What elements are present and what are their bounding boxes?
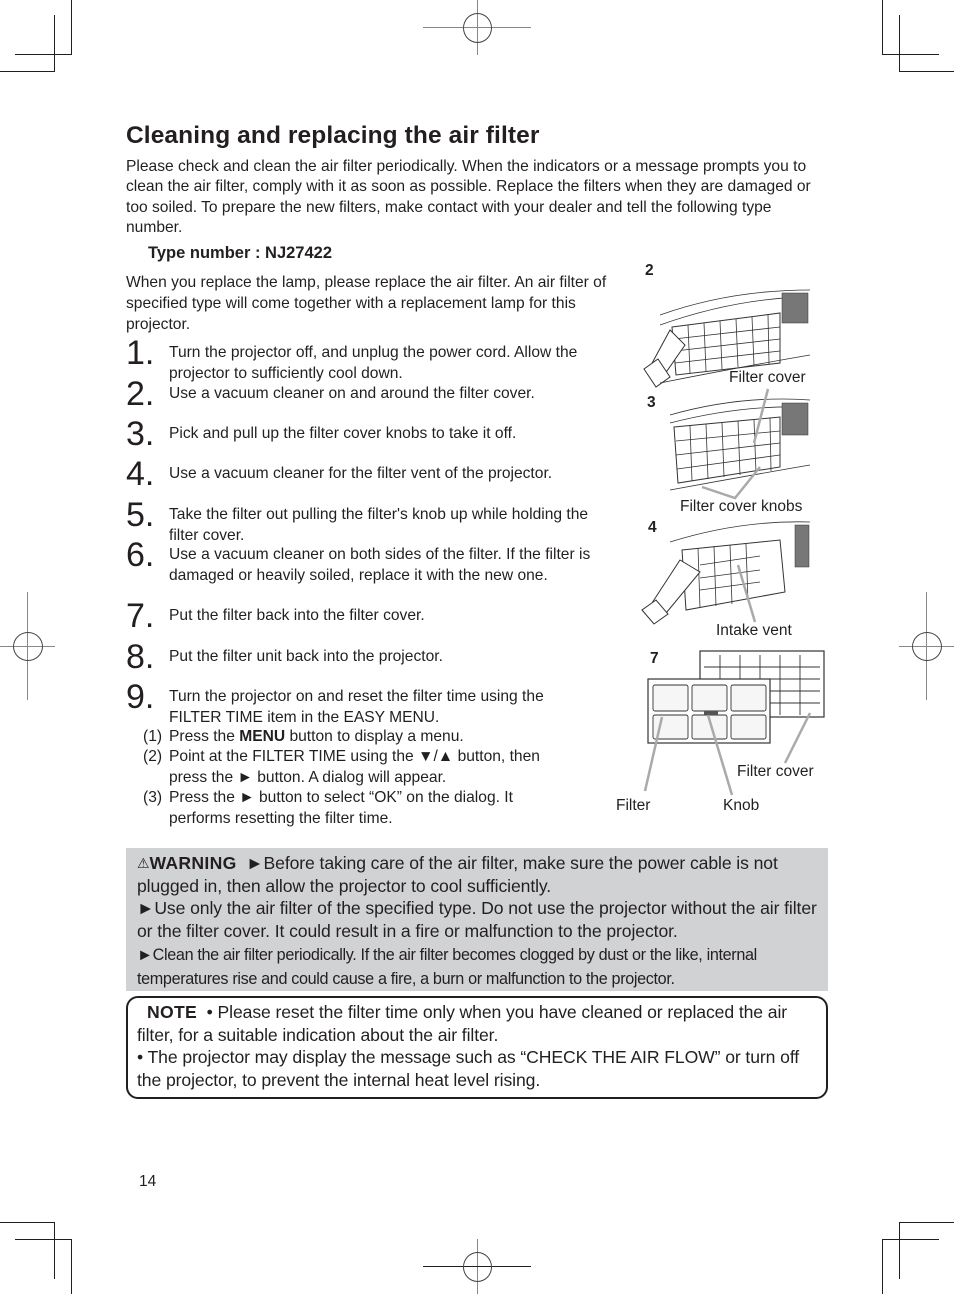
- figure-7-caption-knob: Knob: [723, 797, 760, 814]
- crop-mark: [15, 54, 72, 55]
- crop-mark: [882, 1239, 883, 1294]
- note-item-1: • Please reset the filter time only when you have cleaned or replaced the air filter, for a suitable indication about the air filter.: [137, 1002, 788, 1045]
- crop-mark: [899, 1222, 954, 1223]
- arrow-bullet-icon: ►: [246, 853, 264, 873]
- crop-mark: [882, 1239, 939, 1240]
- page-title: Cleaning and replacing the air filter: [126, 122, 540, 149]
- step-number: 4.: [126, 455, 155, 493]
- step-text: Put the filter unit back into the projector.: [169, 648, 443, 665]
- crop-mark: [71, 0, 72, 55]
- step-number: 3.: [126, 415, 155, 453]
- crop-mark: [15, 1239, 72, 1240]
- substep-3: (3) Press the ► button to select “OK” on the dialog. It performs resetting the filter time.: [143, 789, 513, 827]
- substep-1: (1) Press the MENU button to display a menu.: [143, 728, 464, 745]
- step-text: Turn the projector on and reset the filter time using the FILTER TIME item in the EASY MENU.: [169, 688, 544, 726]
- warning-item-1: Before taking care of the air filter, make sure the power cable is not plugged in, then allow the projector to cool sufficiently.: [137, 853, 778, 896]
- figure-2-label: 2: [645, 262, 654, 279]
- type-number: Type number : NJ27422: [148, 244, 333, 262]
- step-number: 1.: [126, 334, 155, 372]
- step-text: Put the filter back into the filter cover.: [169, 607, 425, 624]
- step-number: 2.: [126, 375, 155, 413]
- crop-mark: [54, 1222, 55, 1279]
- menu-button-label: MENU: [239, 728, 286, 745]
- crop-mark: [899, 1222, 900, 1279]
- warning-box: [126, 848, 828, 991]
- crop-mark: [71, 1239, 72, 1294]
- step-number: 9.: [126, 678, 155, 716]
- step-number: 8.: [126, 638, 155, 676]
- figure-2-caption: Filter cover: [729, 369, 806, 386]
- figure-3-caption: Filter cover knobs: [680, 498, 803, 515]
- crop-mark: [882, 0, 883, 55]
- crop-mark: [0, 71, 55, 72]
- figure-7-label: 7: [650, 650, 659, 667]
- registration-circle: [13, 632, 43, 661]
- figure-4-label: 4: [648, 519, 657, 536]
- substep-2: (2) Point at the FILTER TIME using the ▼/▲ button, then press the ► button. A dialog will appear.: [143, 748, 540, 786]
- figure-4-caption: Intake vent: [716, 622, 792, 639]
- figure-7-caption-filter: Filter: [616, 797, 651, 814]
- page-number: 14: [139, 1173, 157, 1190]
- note-box: [126, 996, 828, 1099]
- step-text: Use a vacuum cleaner on both sides of the filter. If the filter is damaged or heavily soiled, replace it with the new one.: [169, 546, 591, 584]
- intro-paragraph: Please check and clean the air filter periodically. When the indicators or a message prompts you to clean the air filter, comply with it as soon as possible. Replace the filters when they are damaged or too soiled. To prepare the new filters, make contact with your dealer and tell the following type number.: [126, 158, 811, 236]
- figure-3-label: 3: [647, 394, 656, 411]
- warning-triangle-icon: ⚠: [137, 855, 150, 871]
- lamp-note: When you replace the lamp, please replace the air filter. An air filter of specified type will come together with a replacement lamp for this projector.: [126, 274, 607, 333]
- warning-item-2: Use only the air filter of the specified type. Do not use the projector without the air filter or the filter cover. It could result in a fire or malfunction to the projector.: [137, 898, 817, 942]
- crop-mark: [0, 1222, 55, 1223]
- crop-mark: [899, 15, 900, 72]
- crop-mark: [54, 15, 55, 72]
- arrow-bullet-icon: ►: [137, 945, 153, 964]
- crop-mark: [882, 54, 939, 55]
- crop-mark: [899, 71, 954, 72]
- step-text: Take the filter out pulling the filter's knob up while holding the filter cover.: [169, 506, 589, 544]
- warning-item-3: Clean the air filter periodically. If the air filter becomes clogged by dust or the like, internal temperatures rise and could cause a fire, a burn or malfunction to the projector.: [137, 945, 757, 988]
- step-text: Use a vacuum cleaner for the filter vent of the projector.: [169, 465, 553, 482]
- projector-intake-vent-illustration: [640, 520, 820, 625]
- step-number: 7.: [126, 597, 155, 635]
- step-text: Turn the projector off, and unplug the power cord. Allow the projector to sufficiently cool down.: [169, 344, 578, 382]
- registration-circle: [912, 632, 942, 661]
- step-number: 6.: [126, 536, 155, 574]
- note-heading: NOTE: [147, 1002, 198, 1022]
- projector-filter-knobs-illustration: [640, 395, 820, 500]
- step-number: 5.: [126, 496, 155, 534]
- step-text: Use a vacuum cleaner on and around the filter cover.: [169, 385, 535, 402]
- warning-heading: WARNING: [149, 853, 237, 873]
- note-item-2: • The projector may display the message such as “CHECK THE AIR FLOW” or turn off the projector, to prevent the internal heat level rising.: [137, 1047, 800, 1090]
- registration-circle: [463, 1252, 492, 1282]
- step-text: Pick and pull up the filter cover knobs to take it off.: [169, 425, 517, 442]
- arrow-bullet-icon: ►: [137, 898, 155, 919]
- figure-7-caption-filter-cover: Filter cover: [737, 763, 814, 780]
- registration-circle: [463, 13, 492, 43]
